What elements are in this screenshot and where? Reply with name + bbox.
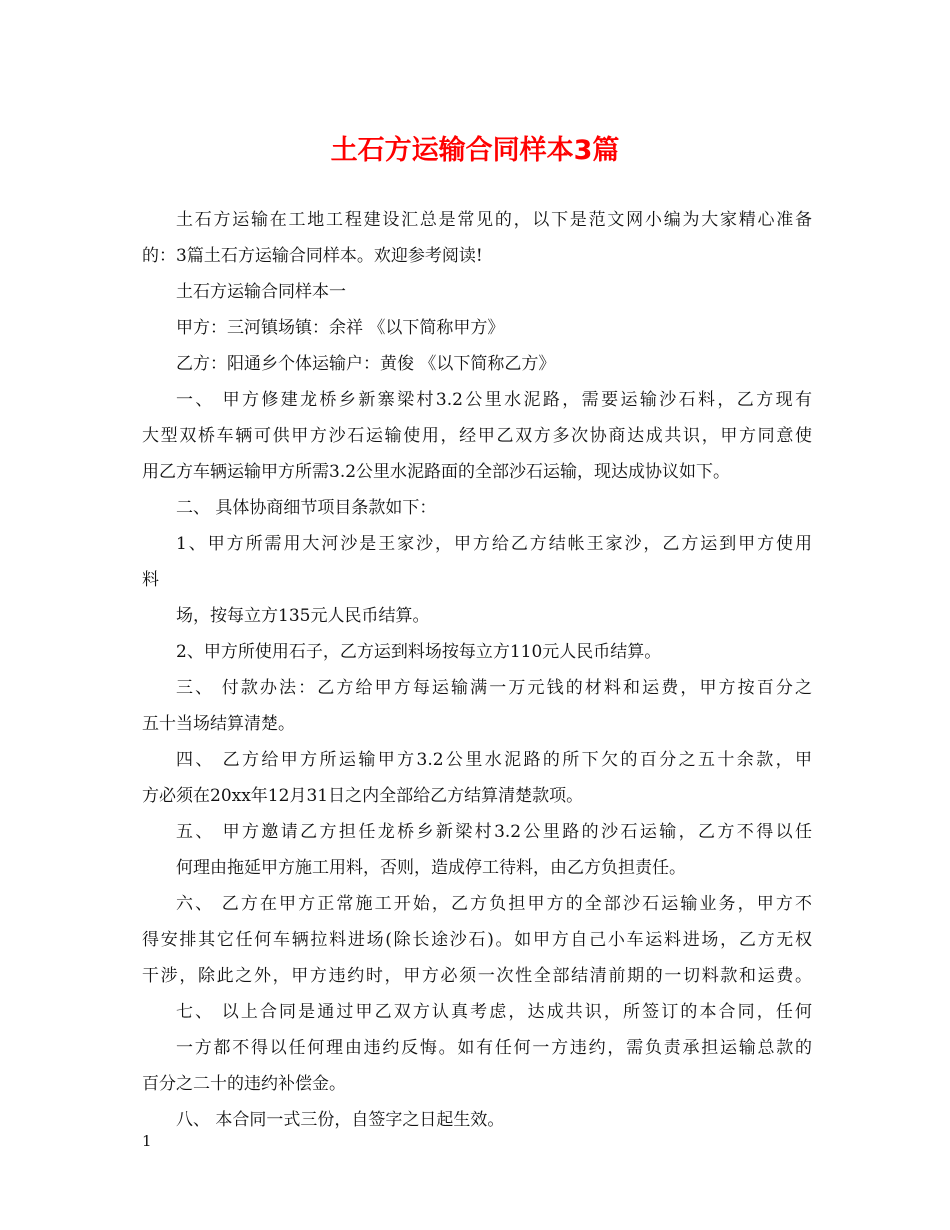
- clause-line: 何理由拖延甲方施工用料，否则，造成停工待料，由乙方负担责任。: [176, 858, 686, 878]
- clause-line: 一、 甲方修建龙桥乡新寨梁村3.2公里水泥路，需要运输沙石料，乙方现有: [176, 390, 812, 410]
- clause-line: 四、 乙方给甲方所运输甲方3.2公里水泥路的所下欠的百分之五十余款，甲: [176, 750, 812, 770]
- section-heading: 土石方运输合同样本一: [176, 282, 346, 302]
- clause-line: 八、 本合同一式三份，自签字之日起生效。: [176, 1110, 505, 1130]
- text-line: 土石方运输在工地工程建设汇总是常见的，以下是范文网小编为大家精心准备: [176, 210, 812, 230]
- clause-line: 二、 具体协商细节项目条款如下：: [176, 498, 437, 518]
- text-line: 的：3篇土石方运输合同样本。欢迎参考阅读!: [142, 246, 483, 266]
- clause-line: 干涉，除此之外，甲方违约时，甲方必须一次性全部结清前期的一切料款和运费。: [142, 966, 812, 986]
- clause-line: 六、 乙方在甲方正常施工开始，乙方负担甲方的全部沙石运输业务，甲方不: [176, 894, 812, 914]
- party-b-line: 乙方：阳通乡个体运输户：黄俊 《以下简称乙方》: [176, 354, 556, 374]
- clause-line: 方必须在20xx年12月31日之内全部给乙方结算清楚款项。: [142, 786, 584, 806]
- clause-line: 料: [142, 570, 159, 590]
- clause-line: 2、甲方所使用石子，乙方运到料场按每立方110元人民币结算。: [176, 642, 662, 662]
- clause-line: 五、 甲方邀请乙方担任龙桥乡新梁村3.2公里路的沙石运输，乙方不得以任: [176, 822, 812, 842]
- clause-line: 五十当场结算清楚。: [142, 714, 295, 734]
- clause-line: 1、甲方所需用大河沙是王家沙，甲方给乙方结帐王家沙，乙方运到甲方使用: [176, 534, 812, 554]
- party-a-line: 甲方：三河镇场镇：余祥 《以下简称甲方》: [176, 318, 505, 338]
- clause-line: 百分之二十的违约补偿金。: [142, 1074, 346, 1094]
- document-body: [142, 202, 812, 1138]
- clause-line: 三、 付款办法：乙方给甲方每运输满一万元钱的材料和运费，甲方按百分之: [176, 678, 812, 698]
- clause-line: 得安排其它任何车辆拉料进场(除长途沙石)。如甲方自己小车运料进场，乙方无权: [142, 930, 812, 950]
- page-number: 1: [142, 1132, 152, 1150]
- clause-line: 场，按每立方135元人民币结算。: [176, 606, 430, 626]
- clause-line: 一方都不得以任何理由违约反悔。如有任何一方违约，需负责承担运输总款的: [176, 1038, 812, 1058]
- clause-line: 七、 以上合同是通过甲乙双方认真考虑，达成共识，所签订的本合同，任何: [176, 1002, 812, 1022]
- clause-line: 用乙方车辆运输甲方所需3.2公里水泥路面的全部沙石运输，现达成协议如下。: [142, 462, 731, 482]
- clause-line: 大型双桥车辆可供甲方沙石运输使用，经甲乙双方多次协商达成共识，甲方同意使: [142, 426, 812, 446]
- document-title: 土石方运输合同样本3篇: [330, 135, 620, 166]
